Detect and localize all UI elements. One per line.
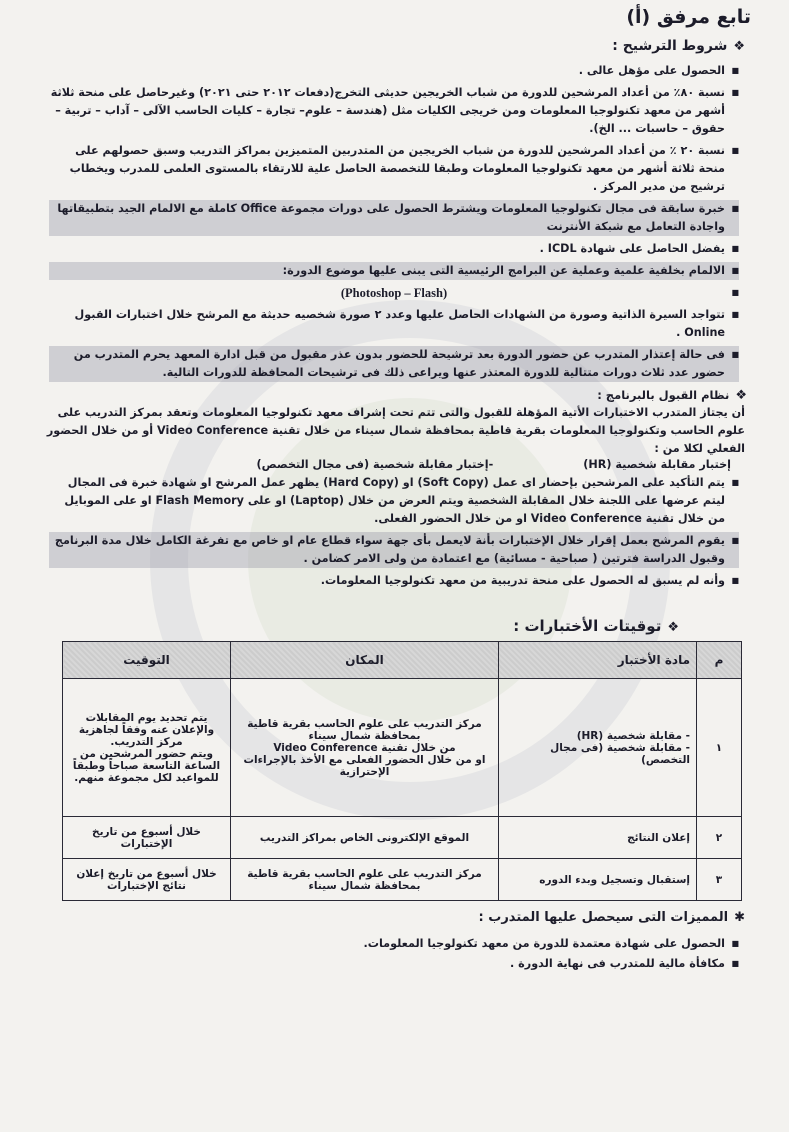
list-item: ■ خبرة سابقة فى مجال تكنولوجيا المعلومات ويشترط الحصول على دورات مجموعة Office كاملة مع الالمام الجيد بتطبيقاتها واجادة التعامل مع شبكة الأنترنت	[49, 200, 739, 236]
list-item: ■ وأنه لم يسبق له الحصول على منحة تدريبية من معهد تكنولوجيا المعلومات.	[49, 572, 739, 590]
diamond-star-icon: ❖	[733, 39, 745, 54]
header-subject: مادة الأختبار	[499, 642, 697, 679]
admission-list	[49, 474, 739, 594]
software-list: ■ (Photoshop – Flash)	[49, 284, 739, 302]
list-item: ■ مكافأة مالية للمتدرب فى نهاية الدورة .	[49, 955, 739, 973]
schedule-heading: ❖توقيتات الأختبارات :	[513, 617, 679, 635]
benefits-heading: ✱المميزات التى سيحصل عليها المتدرب :	[478, 910, 745, 925]
diamond-star-icon: ❖	[735, 388, 747, 403]
asterisk-icon: ✱	[734, 910, 745, 925]
cell-num: ٣	[697, 859, 742, 901]
table-header-row	[63, 642, 742, 679]
list-item: ■ يقوم المرشح بعمل إقرار خلال الإختبارات بأنة لايعمل بأى جهة سواء قطاع عام او خاص مع تفرغة الكامل خلال مدة البرنامج وقبول الدراسة فترتين ( صباحية - مسائية) مع اعتمادة من ولى الامر كضامن .	[49, 532, 739, 568]
cell-num: ٢	[697, 817, 742, 859]
table-row	[63, 817, 742, 859]
cell-num: ١	[697, 679, 742, 817]
list-item: ■ تتواجد السيرة الذاتية وصورة من الشهادات الحاصل عليها وعدد ٢ صورة شخصيه حديثة مع المرشح خلال اختبارات القبول Online .	[49, 306, 739, 342]
list-item: ■ الحصول على مؤهل عالى .	[49, 62, 739, 80]
header-time: التوقيت	[63, 642, 231, 679]
interview-hr: إختبار مقابلة شخصية (HR)	[583, 458, 731, 471]
page-title: تابع مرفق (أ)	[626, 6, 751, 28]
diamond-star-icon: ❖	[667, 620, 679, 635]
schedule-table	[62, 641, 742, 901]
cell-time: يتم تحديد يوم المقابلات والإعلان عنه وفقاً لجاهزية مركز التدريب. ويتم حضور المرشحين من الساعة التاسعة صباحاً وطبقاً للمواعيد لكل مجموعة منهم.	[63, 679, 231, 817]
cell-subject: - مقابلة شخصية (HR) - مقابلة شخصية (فى مجال التخصص)	[499, 679, 697, 817]
admission-heading: ❖نظام القبول بالبرنامج :	[597, 388, 747, 403]
list-item: ■ الالمام بخلفية علمية وعملية عن البرامج الرئيسية التى يبنى عليها موضوع الدورة:	[49, 262, 739, 280]
requirements-heading: ❖شروط الترشيح :	[612, 38, 745, 54]
cell-place: مركز التدريب على علوم الحاسب بقرية قاطية بمحافظة شمال سيناء من خلال تقنية Video Conference او من خلال الحضور الفعلى مع الأخذ بالإجراءات الإحترازية	[231, 679, 499, 817]
list-item: ■ فى حالة إعتذار المتدرب عن حضور الدورة بعد ترشيحة للحضور بدون عذر مقبول من قبل ادارة المعهد يحرم المتدرب من حضور عدد ثلاث دورات متتالية للدورة المعتذر عنها ويراعى ذلك فى ترشيحات المحافظة للدورات التالية.	[49, 346, 739, 382]
table-row	[63, 679, 742, 817]
admission-intro: أن يجتاز المتدرب الاختبارات الأتية المؤهلة للقبول والتى تتم تحت إشراف معهد تكنولوجيا المعلومات وتعقد بمركز التدريب على علوم الحاسب وتكنولوجيا المعلومات بقرية قاطية بمحافظة شمال سيناء من خلال تقنية Video Conference أو من خلال الحضور الفعلي لكلا من :	[46, 406, 745, 455]
cell-subject: إعلان النتائج	[499, 817, 697, 859]
cell-subject: إستقبال وتسجيل وبدء الدوره	[499, 859, 697, 901]
benefits-list	[49, 935, 739, 975]
cell-time: خلال أسبوع من تاريخ إعلان نتائج الإختبارات	[63, 859, 231, 901]
interview-specialty: -إختبار مقابلة شخصية (فى مجال التخصص)	[256, 458, 494, 471]
list-item: ■ نسبة ٢٠ ٪ من أعداد المرشحين للدورة من شباب الخريجين من المتدربين المتميزين بمراكز التدريب وسبق حصولهم على منحة ثلاثة أشهر من معهد تكنولوجيا المعلومات وطبقا للتخصصة الحاصل علية للارتقاء بالمستوى العلمى للمدرب ويخطاب ترشيح من مدير المركز .	[49, 142, 739, 196]
list-item: ■ يتم التأكيد على المرشحين بإحضار اى عمل (Soft Copy) او (Hard Copy) يظهر عمل المرشح او شهادة خبرة فى المجال ليتم عرضها على اللجنة خلال المقابلة الشخصية ويتم العرض من خلال (Laptop) او على Flash Memory او على الموبايل من خلال تقنية Video Conference او من خلال الحضور الفعلى.	[49, 474, 739, 528]
requirements-list	[49, 62, 739, 386]
list-item: ■ يفضل الحاصل على شهادة ICDL .	[49, 240, 739, 258]
list-item: ■ نسبة ٨٠٪ من أعداد المرشحين للدورة من شباب الخريجين حديثى التخرج(دفعات ٢٠١٢ حتى ٢٠٢١) وغيرحاصل على منحة ثلاثة أشهر من معهد تكنولوجيا المعلومات ومن خريجى الكليات مثل (هندسة – علوم– تجارة – كليات الحاسب الآلى – آداب – تربية – حقوق – حاسبات ... الخ).	[49, 84, 739, 138]
cell-time: خلال أسبوع من تاريخ الإختبارات	[63, 817, 231, 859]
list-item: ■ الحصول على شهادة معتمدة للدورة من معهد تكنولوجيا المعلومات.	[49, 935, 739, 953]
header-place: المكان	[231, 642, 499, 679]
interview-tests	[31, 456, 745, 474]
cell-place: الموقع الإلكترونى الخاص بمراكز التدريب	[231, 817, 499, 859]
header-num: م	[697, 642, 742, 679]
cell-place: مركز التدريب على علوم الحاسب بقرية قاطية بمحافظة شمال سيناء	[231, 859, 499, 901]
table-row	[63, 859, 742, 901]
